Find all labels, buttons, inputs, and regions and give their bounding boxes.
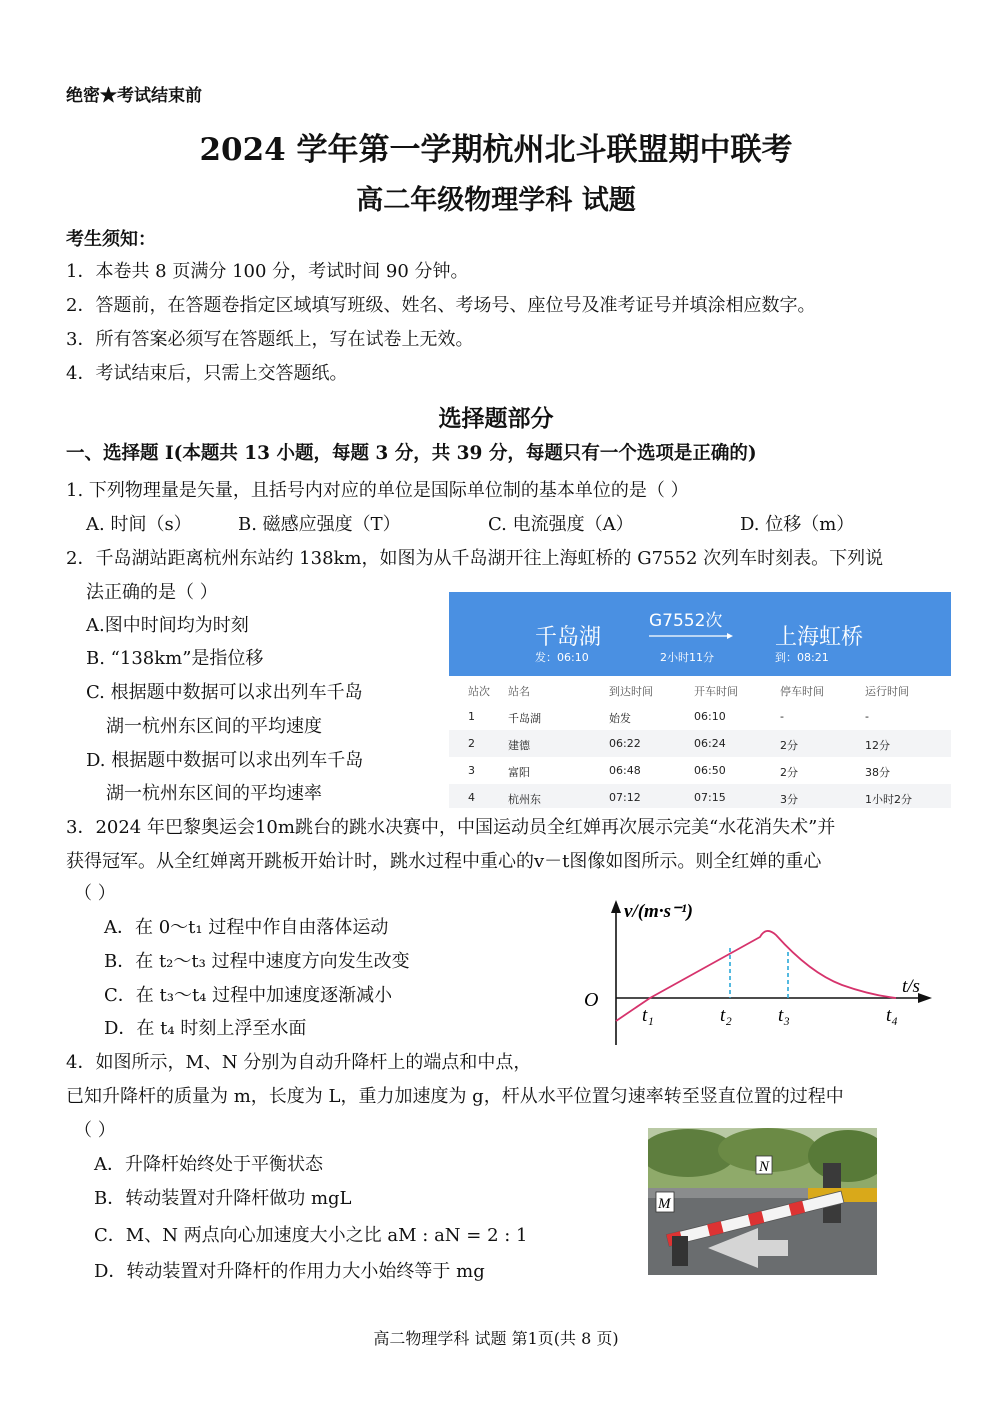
notice-heading: 考生须知： xyxy=(66,229,156,250)
timetable-from-station: 千岛湖 xyxy=(535,625,602,650)
table-cell: 1 xyxy=(468,710,475,723)
section-heading: 一、选择题 I(本题共 13 小题，每题 3 分，共 39 分，每题只有一个选项是正确的) xyxy=(66,443,757,464)
q2-option-d-2: 湖一杭州东区间的平均速率 xyxy=(106,783,322,804)
table-cell: - xyxy=(865,710,869,723)
table-cell: 07:12 xyxy=(609,791,641,804)
q3-stem-3: （ ） xyxy=(74,883,116,904)
q3-option-a: A．在 0～t₁ 过程中作自由落体运动 xyxy=(104,917,389,938)
y-axis-label: v/(m·s⁻¹) xyxy=(624,901,694,922)
barrier-gate-photo xyxy=(648,1128,877,1275)
table-cell: 3 xyxy=(468,764,475,777)
q4-stem-2: 已知升降杆的质量为 m，长度为 L，重力加速度为 g，杆从水平位置匀速率转至竖直位置的过程中 xyxy=(66,1086,844,1107)
table-cell: 06:48 xyxy=(609,764,641,777)
notice-item-4: 4．考试结束后，只需上交答题纸。 xyxy=(66,363,348,384)
arrow-right-icon xyxy=(649,632,733,640)
timetable-duration: 2小时11分 xyxy=(660,651,714,664)
x-axis-label: t/s xyxy=(902,976,920,997)
table-cell: 38分 xyxy=(865,766,890,779)
q4-option-c: C．M、N 两点向心加速度大小之比 aM : aN = 2 : 1 xyxy=(94,1225,528,1246)
header-cell: 到达时间 xyxy=(609,685,653,698)
q4-option-d: D．转动装置对升降杆的作用力大小始终等于 mg xyxy=(94,1261,485,1282)
table-cell: 富阳 xyxy=(508,766,530,779)
q2-option-c-1: C. 根据题中数据可以求出列车千岛 xyxy=(86,682,363,703)
table-cell: 杭州东 xyxy=(508,793,541,806)
tick-label: t₃ xyxy=(778,1005,790,1026)
table-row xyxy=(449,757,951,784)
q1-option-a: A. 时间（s） xyxy=(86,514,192,535)
train-timetable xyxy=(449,592,951,808)
table-cell: 06:24 xyxy=(694,737,726,750)
table-row xyxy=(449,784,951,808)
table-cell: 07:15 xyxy=(694,791,726,804)
section-title: 选择题部分 xyxy=(438,405,554,432)
table-row xyxy=(449,730,951,757)
tick-label: t₁ xyxy=(642,1005,654,1026)
q2-stem-1: 2．千岛湖站距离杭州东站约 138km，如图为从千岛湖开往上海虹桥的 G7552 次列车时刻表。下列说 xyxy=(66,548,884,569)
table-cell: 2分 xyxy=(780,739,798,752)
table-cell: 4 xyxy=(468,791,475,804)
vt-graph xyxy=(580,895,940,1055)
header-cell: 站名 xyxy=(508,685,530,698)
table-cell: 千岛湖 xyxy=(508,712,541,725)
point-n-label: N xyxy=(759,1159,770,1175)
q3-stem-2: 获得冠军。从全红婵离开跳板开始计时，跳水过程中重心的v－t图像如图所示。则全红婵的重心 xyxy=(66,851,822,872)
table-cell: 始发 xyxy=(609,712,631,725)
table-cell: - xyxy=(780,710,784,723)
table-cell: 建德 xyxy=(508,739,530,752)
timetable-header-row xyxy=(449,676,951,703)
point-m-label: M xyxy=(658,1196,671,1212)
table-cell: 06:10 xyxy=(694,710,726,723)
table-cell: 12分 xyxy=(865,739,890,752)
exam-title: 2024 学年第一学期杭州北斗联盟期中联考 xyxy=(199,132,793,168)
q1-option-d: D. 位移（m） xyxy=(740,514,855,535)
q4-stem-3: （ ） xyxy=(74,1120,116,1141)
q1-option-c: C. 电流强度（A） xyxy=(488,514,634,535)
q2-option-d-1: D. 根据题中数据可以求出列车千岛 xyxy=(86,750,364,771)
q2-stem-2: 法正确的是（ ） xyxy=(86,582,218,603)
timetable-arrive-time: 到：08:21 xyxy=(775,651,829,664)
q3-option-d: D．在 t₄ 时刻上浮至水面 xyxy=(104,1018,307,1039)
timetable-table xyxy=(449,676,951,808)
tick-label: t₄ xyxy=(886,1005,898,1026)
table-cell: 06:22 xyxy=(609,737,641,750)
table-row xyxy=(449,703,951,730)
q2-option-a: A.图中时间均为时刻 xyxy=(86,615,249,636)
table-cell: 06:50 xyxy=(694,764,726,777)
page-footer: 高二物理学科 试题 第1页(共 8 页) xyxy=(373,1329,619,1348)
origin-label: O xyxy=(584,989,599,1011)
timetable-to-station: 上海虹桥 xyxy=(775,625,864,650)
x-axis-arrow-icon xyxy=(918,993,932,1003)
timetable-train-number: G7552次 xyxy=(649,611,723,631)
table-cell: 2 xyxy=(468,737,475,750)
timetable-banner xyxy=(449,592,951,676)
barrier-gate-illustration xyxy=(648,1128,877,1275)
exam-subtitle: 高二年级物理学科 试题 xyxy=(356,185,636,216)
y-axis-arrow-icon xyxy=(611,900,621,913)
header-cell: 运行时间 xyxy=(865,685,909,698)
q4-option-a: A．升降杆始终处于平衡状态 xyxy=(94,1154,323,1175)
velocity-curve xyxy=(616,931,896,1021)
table-cell: 3分 xyxy=(780,793,798,806)
tick-label: t₂ xyxy=(720,1005,732,1026)
q1-stem: 1. 下列物理量是矢量，且括号内对应的单位是国际单位制的基本单位的是（ ） xyxy=(66,480,689,501)
q1-option-b: B. 磁感应强度（T） xyxy=(238,514,401,535)
q2-option-c-2: 湖一杭州东区间的平均速度 xyxy=(106,716,322,737)
q4-stem-1: 4．如图所示，M、N 分别为自动升降杆上的端点和中点， xyxy=(66,1052,532,1073)
q4-option-b: B．转动装置对升降杆做功 mgL xyxy=(94,1188,352,1209)
q3-stem-1: 3．2024 年巴黎奥运会10m跳台的跳水决赛中，中国运动员全红婵再次展示完美“水花消失术”并 xyxy=(66,817,836,838)
table-cell: 1小时2分 xyxy=(865,793,912,806)
header-cell: 停车时间 xyxy=(780,685,824,698)
q3-option-b: B．在 t₂～t₃ 过程中速度方向发生改变 xyxy=(104,951,410,972)
q3-option-c: C．在 t₃～t₄ 过程中加速度逐渐减小 xyxy=(104,985,393,1006)
notice-item-2: 2．答题前，在答题卷指定区域填写班级、姓名、考场号、座位号及准考证号并填涂相应数字。 xyxy=(66,295,816,316)
timetable-depart-time: 发：06:10 xyxy=(535,651,589,664)
notice-item-1: 1．本卷共 8 页满分 100 分，考试时间 90 分钟。 xyxy=(66,261,469,282)
secret-label: 绝密★考试结束前 xyxy=(66,86,202,106)
notice-item-3: 3．所有答案必须写在答题纸上，写在试卷上无效。 xyxy=(66,329,474,350)
q2-option-b: B. “138km”是指位移 xyxy=(86,648,264,669)
header-cell: 开车时间 xyxy=(694,685,738,698)
header-cell: 站次 xyxy=(468,685,490,698)
table-cell: 2分 xyxy=(780,766,798,779)
